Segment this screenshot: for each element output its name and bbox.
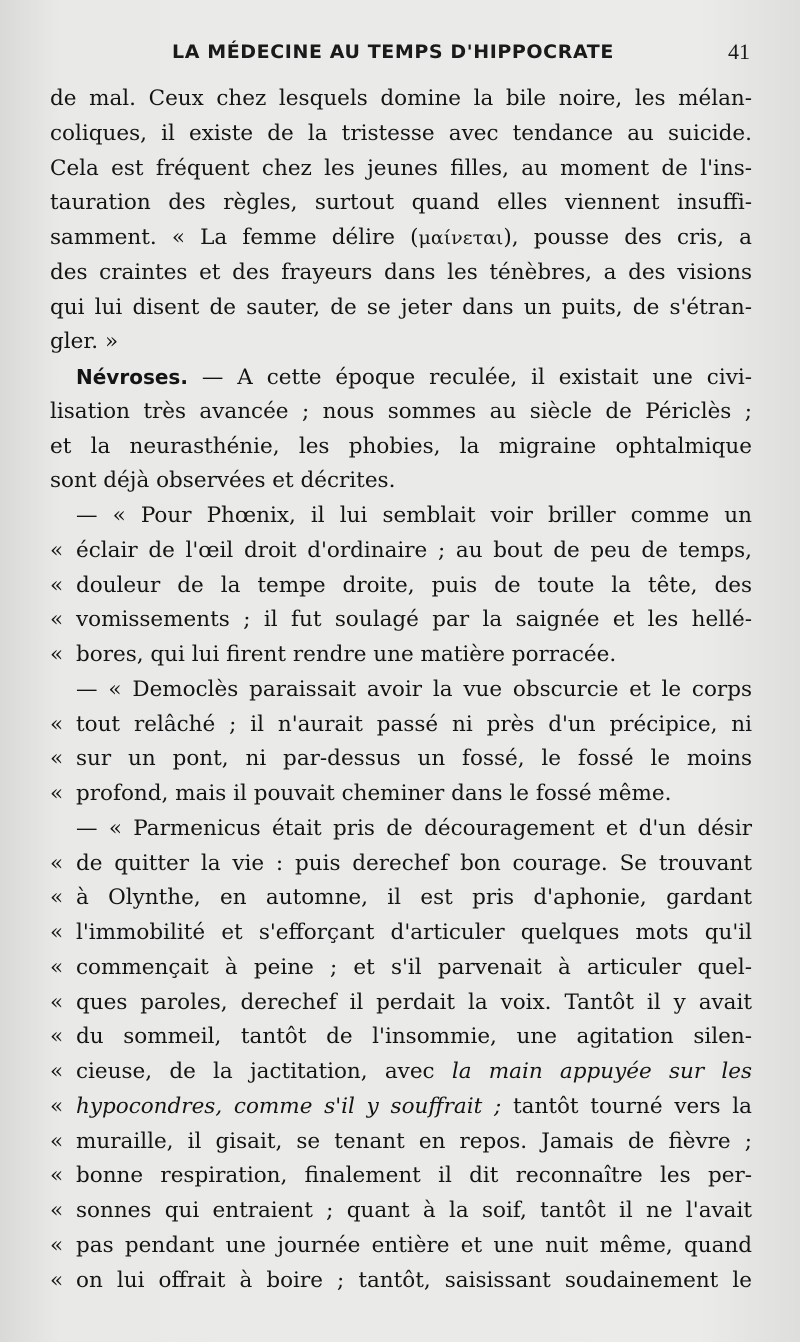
quoted-line [50, 1125, 752, 1160]
text-line: de mal. Ceux chez lesquels domine la bile noire, les mélan- [50, 86, 752, 111]
text-segment: cieuse, de la jactitation, avec [76, 1059, 452, 1084]
quoted-line [50, 1090, 752, 1125]
quote-mark: « [50, 1059, 64, 1084]
text-line: et la neurasthénie, les phobies, la migraine ophtalmique [50, 433, 752, 459]
text-line: — « Parmenicus était pris de découragement et d'un désir [76, 815, 752, 841]
text-segment: ques paroles, derechef il perdait la voix. Tantôt il y avait [76, 989, 752, 1015]
text-segment: muraille, il gisait, se tenant en repos. Jamais de fièvre ; [76, 1128, 752, 1154]
quoted-line [50, 638, 752, 673]
quote-mark: « [50, 1128, 64, 1154]
text-segment: samment. « La femme délire ( [50, 225, 419, 250]
quoted-line [50, 916, 752, 951]
text-line: lisation très avancée ; nous sommes au siècle de Périclès ; [50, 398, 752, 424]
text-line: coliques, il existe de la tristesse avec tendance au suicide. [50, 120, 752, 146]
text-segment: du sommeil, tantôt de l'insommie, une agitation silen- [76, 1024, 752, 1050]
quote-mark: « [50, 746, 64, 772]
text-segment: bonne respiration, finalement il dit reconnaître les per- [76, 1163, 752, 1189]
text-segment: profond, mais il pouvait cheminer dans le fossé même. [76, 781, 672, 806]
text-line: sont déjà observées et décrites. [50, 468, 396, 494]
text-segment: commençait à peine ; et s'il parvenait à articuler quel- [76, 954, 752, 980]
quote-mark: « [50, 885, 64, 911]
quote-mark: « [50, 1198, 64, 1223]
text-line: — « Pour Phœnix, il lui semblait voir briller comme un [76, 503, 752, 528]
quoted-line [50, 1020, 752, 1055]
quote-mark: « [50, 1267, 64, 1293]
text-segment: l'immobilité et s'efforçant d'articuler quelques mots qu'il [76, 920, 752, 945]
text-segment: — A cette époque reculée, il existait une civi- [187, 365, 752, 390]
quoted-line [50, 986, 752, 1021]
text-line: tauration des règles, surtout quand elles viennent insuffi- [50, 190, 752, 216]
text-line [50, 221, 752, 256]
text-segment: à Olynthe, en automne, il est pris d'aphonie, gardant [76, 885, 752, 911]
quoted-line [50, 951, 752, 986]
text-segment: pas pendant une journée entière et une nuit même, quand [76, 1232, 752, 1258]
quoted-line [50, 534, 752, 569]
text-segment: sonnes qui entraient ; quant à la soif, tantôt il ne l'avait [76, 1198, 752, 1223]
quoted-line [50, 777, 752, 812]
text-segment: bores, qui lui firent rendre une matière porracée. [76, 642, 617, 667]
quoted-line [50, 1229, 752, 1264]
greek-word: μαίνεται [418, 227, 504, 249]
quote-mark: « [50, 781, 64, 806]
quote-mark: « [50, 954, 64, 980]
quote-mark: « [50, 850, 64, 876]
quote-mark: « [50, 920, 64, 945]
quoted-line [50, 881, 752, 916]
quote-mark: « [50, 607, 64, 633]
text-segment: de quitter la vie : puis derechef bon courage. Se trouvant [76, 850, 752, 876]
section-start-line [50, 360, 752, 395]
quote-mark: « [50, 711, 64, 737]
section-heading: Névroses. [76, 365, 188, 389]
text-line: — « Democlès paraissait avoir la vue obscurcie et le corps [76, 676, 752, 702]
quote-mark: « [50, 1163, 64, 1189]
text-segment: ), pousse des cris, a [503, 225, 752, 250]
text-line: Cela est fréquent chez les jeunes filles, au moment de l'ins- [50, 155, 752, 181]
running-head-title: LA MÉDECINE AU TEMPS D'HIPPOCRATE [172, 41, 614, 63]
text-line: des craintes et des frayeurs dans les ténèbres, a des visions [50, 259, 752, 285]
text-segment: tout relâché ; il n'aurait passé ni près d'un précipice, ni [76, 711, 752, 737]
quoted-line [50, 1194, 752, 1229]
text-segment: sur un pont, ni par-dessus un fossé, le fossé le moins [76, 746, 752, 772]
body-text [50, 82, 752, 1298]
italic-segment: hypocondres, comme s'il y souffrait ; [76, 1093, 502, 1119]
quoted-line [50, 603, 752, 638]
quoted-line [50, 1264, 752, 1299]
text-segment: vomissements ; il fut soulagé par la saignée et les hellé- [76, 607, 752, 633]
quote-mark: « [50, 989, 64, 1015]
quote-mark: « [50, 1232, 64, 1258]
quoted-line [50, 1055, 752, 1090]
quote-mark: « [50, 642, 64, 667]
quote-mark: « [50, 572, 64, 598]
text-segment: douleur de la tempe droite, puis de toute la tête, des [76, 572, 752, 598]
italic-segment: la main appuyée sur les [451, 1059, 752, 1084]
quote-mark: « [50, 1093, 64, 1119]
quoted-line [50, 569, 752, 604]
quoted-line [50, 847, 752, 882]
text-line: qui lui disent de sauter, de se jeter dans un puits, de s'étran- [50, 294, 752, 320]
quoted-line [50, 708, 752, 743]
text-segment: tantôt tourné vers la [501, 1093, 752, 1119]
page-number: 41 [728, 39, 750, 64]
quote-mark: « [50, 1024, 64, 1050]
text-segment: éclair de l'œil droit d'ordinaire ; au bout de peu de temps, [76, 537, 752, 563]
text-segment: on lui offrait à boire ; tantôt, saisissant soudainement le [76, 1267, 752, 1293]
quoted-line [50, 742, 752, 777]
quote-mark: « [50, 537, 64, 563]
text-line: gler. » [50, 329, 119, 355]
running-header [0, 34, 800, 70]
quoted-line [50, 1159, 752, 1194]
